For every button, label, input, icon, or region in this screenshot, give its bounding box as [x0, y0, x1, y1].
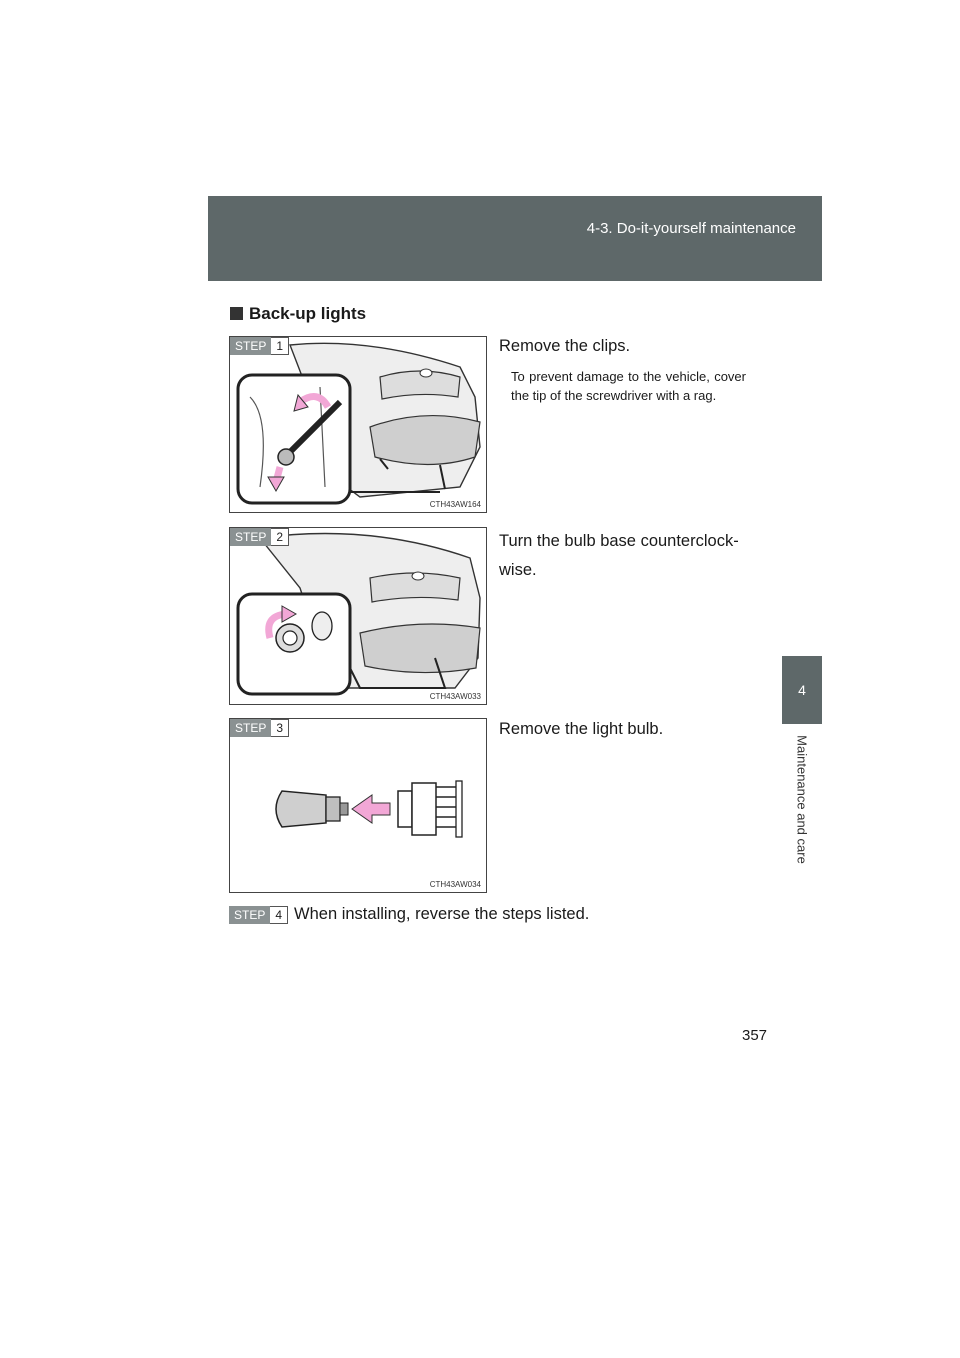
figure-code: CTH43AW033	[429, 692, 481, 701]
figure-code: CTH43AW034	[429, 880, 481, 889]
figure-step-3	[229, 718, 487, 893]
step-2-text: Turn the bulb base counterclock-wise.	[499, 532, 739, 579]
car-rear-clips-illustration	[230, 337, 486, 512]
step-badge: STEP 2	[230, 528, 289, 546]
step-badge: STEP 3	[230, 719, 289, 737]
page-number: 357	[742, 1027, 768, 1044]
chapter-tab-number[interactable]: 4	[782, 656, 822, 724]
step-badge: STEP 4	[229, 906, 288, 924]
step-badge: STEP 1	[230, 337, 289, 355]
figure-code: CTH43AW164	[429, 500, 481, 509]
section-title: Back-up lights	[230, 304, 366, 324]
figure-step-2	[229, 527, 487, 705]
car-rear-bulb-base-illustration	[230, 528, 486, 704]
chapter-tab-title: Maintenance and care	[794, 735, 810, 864]
step-1-note: To prevent damage to the vehicle, cover the tip of the screwdriver with a rag.	[511, 369, 746, 403]
step-4-text: When installing, reverse the steps listed.	[294, 905, 590, 923]
step-3-text: Remove the light bulb.	[499, 720, 664, 738]
square-bullet-icon	[230, 307, 243, 320]
figure-step-1	[229, 336, 487, 513]
step-1-text: Remove the clips.	[499, 337, 631, 355]
step-4	[229, 905, 589, 924]
section-header-title: 4-3. Do-it-yourself maintenance	[586, 220, 796, 237]
light-bulb-removal-illustration	[230, 719, 486, 892]
header-band	[208, 196, 822, 281]
